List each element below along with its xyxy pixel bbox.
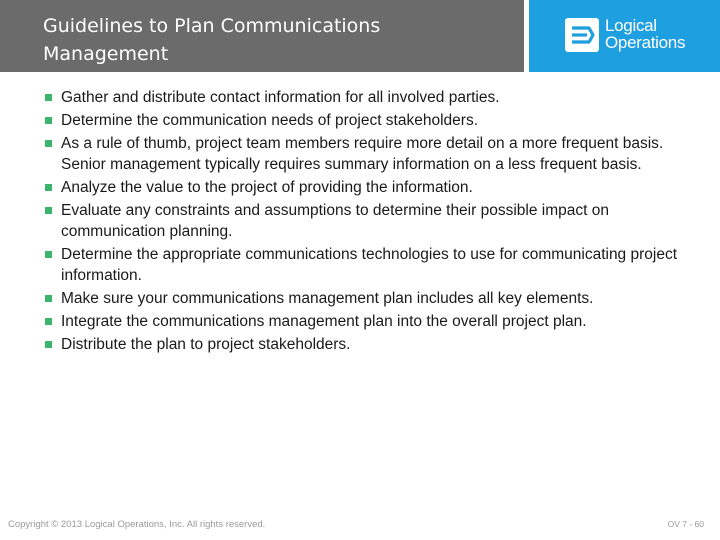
list-item [44,177,684,198]
brand-name-line-1: Logical [605,16,657,35]
list-item-text: Analyze the value to the project of providing the information. [61,179,473,196]
list-item [44,311,684,332]
brand-name-line-2: Operations [605,33,686,52]
title-bar [0,0,524,72]
list-item [44,200,684,242]
list-item [44,133,684,175]
list-item-text: Distribute the plan to project stakeholders. [61,336,351,353]
bullet-square-icon [45,341,52,348]
page-number: OV 7 - 60 [667,519,704,529]
copyright-footer: Copyright © 2013 Logical Operations, Inc. All rights reserved. [8,519,266,530]
list-item-text: Gather and distribute contact information for all involved parties. [61,89,500,106]
bullet-square-icon [45,295,52,302]
list-item [44,87,684,108]
brand-logo-panel [529,0,720,72]
bullet-square-icon [45,117,52,124]
list-item [44,110,684,131]
bullet-square-icon [45,184,52,191]
list-item-text: Determine the appropriate communications technologies to use for communicating project information. [61,246,678,284]
list-item-text: Integrate the communications management plan into the overall project plan. [61,313,587,330]
slide-title-line-2: Management [43,43,169,65]
list-item-text: Make sure your communications management plan includes all key elements. [61,290,594,307]
bullet-square-icon [45,207,52,214]
logical-operations-logo-icon [565,18,599,52]
brand-name [605,17,685,51]
bullet-square-icon [45,94,52,101]
guideline-list [44,87,684,357]
list-item [44,244,684,286]
bullet-square-icon [45,140,52,147]
slide-title-line-1: Guidelines to Plan Communications [43,15,381,37]
slide-title [43,12,513,68]
list-item-text: As a rule of thumb, project team members require more detail on a more frequent basis. Senior management typically requires summary information on a less frequent basis. [61,135,664,173]
bullet-square-icon [45,251,52,258]
list-item [44,334,684,355]
list-item [44,288,684,309]
list-item-text: Determine the communication needs of project stakeholders. [61,112,478,129]
list-item-text: Evaluate any constraints and assumptions to determine their possible impact on communication planning. [61,202,609,240]
bullet-square-icon [45,318,52,325]
